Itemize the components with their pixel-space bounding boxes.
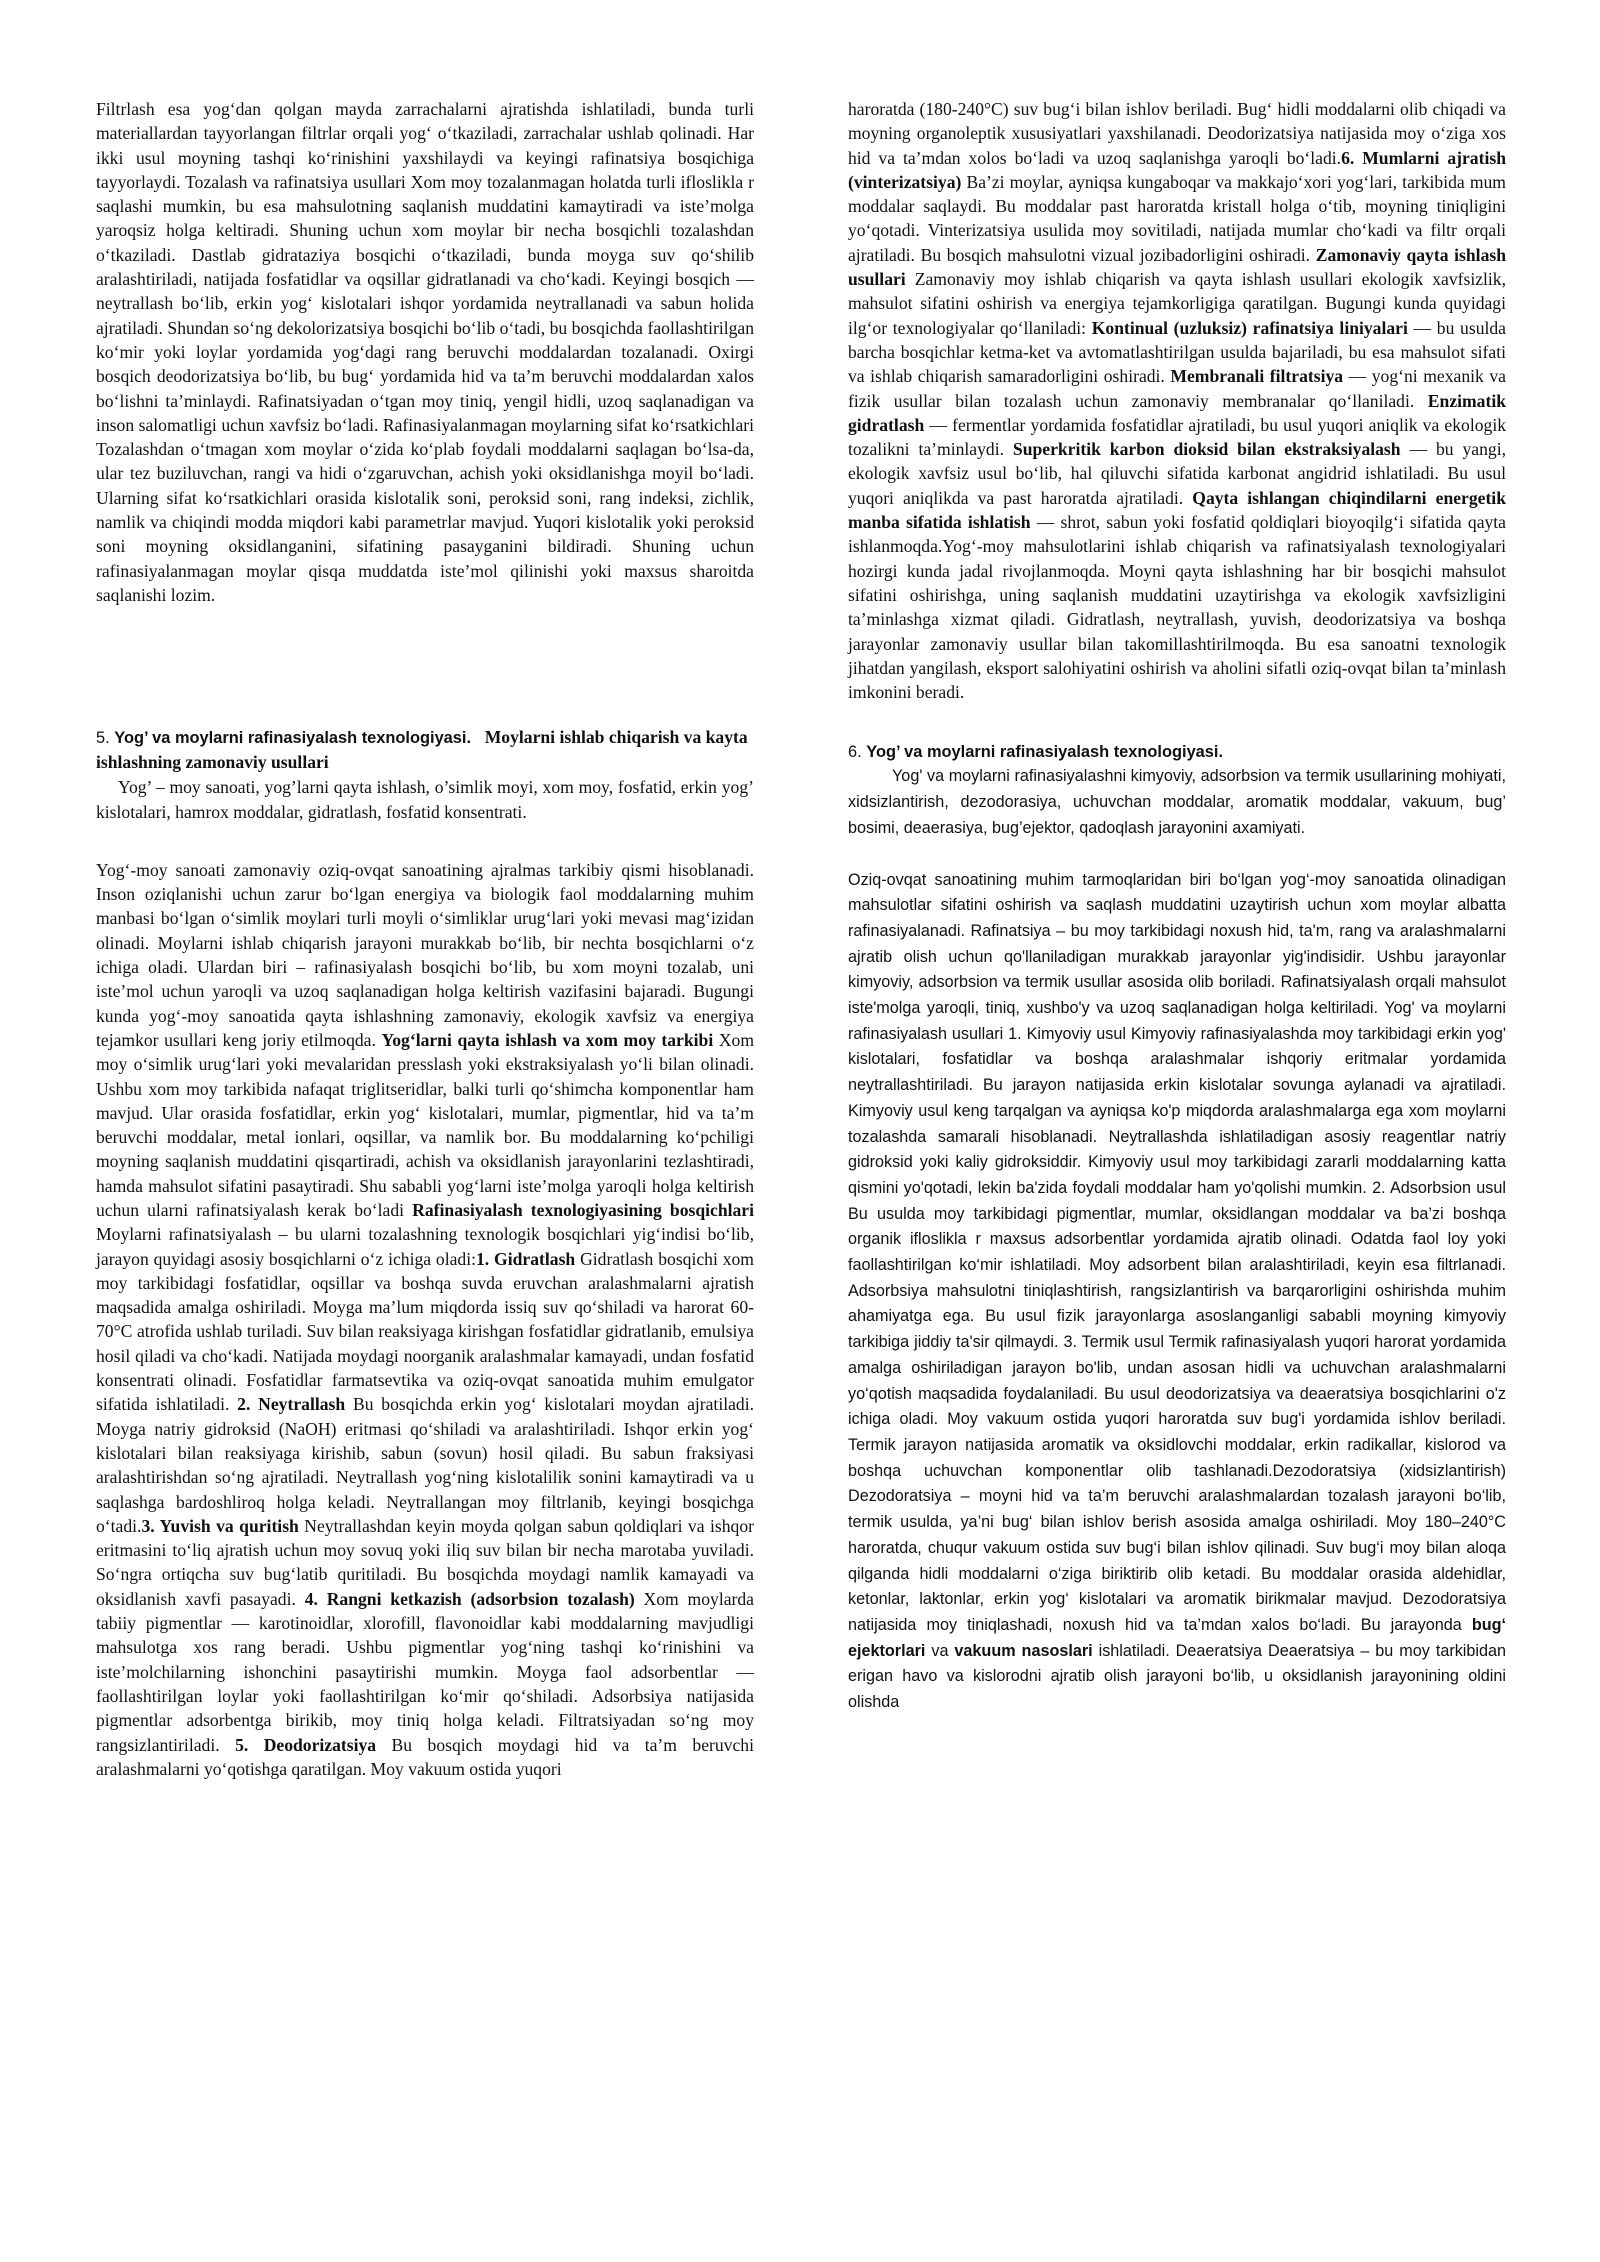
bold-run: Yog‘larni qayta ishlash va xom moy tarkibi [381,1029,714,1050]
text-run: Xom moylarda tabiiy pigmentlar — karotinoidlar, xlorofill, flavonoidlar kabi moddalarning mavjudligi mahsulotga xos rang beradi. Ushbu pigmentlar yog‘ning tashqi ko‘rinishini va iste’molchilarning ishonchini pasaytirishi mumkin. Moyga faol adsorbentlar — faollashtirilgan loylar yoki faollashtirilgan ko‘mir qo‘shiladi. Adsorbsiya natijasida pigmentlar adsorbentga birikib, moy tiniq holga keladi. Filtratsiyadan so‘ng moy rangsizlantiriladi. [96,1588,754,1755]
text-run: Neytrallashdan keyin moyda qolgan sabun qoldiqlari va ishqor eritmasini to‘liq ajratish uchun moy sovuq yoki iliq suv bilan bir necha marotaba yuviladi. So‘ngra ortiqcha suv bug‘latib quritiladi. Bu bosqichda moydagi namlik kamayadi va oksidlanish xavfi pasayadi. [96,1515,754,1609]
right-column [848,97,1506,1716]
text-run: va [925,1641,955,1660]
text-run: — yog‘ni mexanik va fizik usullar bilan tozalash uchun zamonaviy membranalar qo‘llaniladi. [848,366,1506,411]
bold-run: Qayta ishlangan chiqindilarni energetik manba sifatida ishlatish [848,487,1506,533]
right-paragraph-1 [848,97,1506,704]
text-run: haroratda (180-240°C) suv bug‘i bilan ishlov beriladi. Bug‘ hidli moddalarni olib chiqadi va moyning organoleptik xususiyatlari yaxshilanadi. Deodorizatsiya natijasida moy o‘ziga xos hid va ta’mdan xolos bo‘ladi va uzoq saqlanishga yaroqli bo‘ladi. [848,99,1506,168]
text-run: Zamonaviy moy ishlab chiqarish va qayta ishlash usullari ekologik xavfsizlik, mahsulot sifatini oshirish va energiya tejamkorligiga qaratilgan. Bugungi kunda quyidagi ilg‘or texnologiyalar qo‘llaniladi: [848,269,1506,338]
bold-run: Membranali filtratsiya [1170,366,1344,387]
section-6-keywords: Yog' va moylarni rafinasiyalashni kimyoviy, adsorbsion va termik usullarining mohiyati, xidsizlantirish, dezodorasiya, uchuvchan moddalar, aromatik moddalar, vakuum, bug’ bosimi, deaerasiya, bug’ejektor, qadoqlash jarayonini axamiyati. [848,767,1506,837]
spacer [848,842,1506,868]
section-5-title: Yog’ va moylarni rafinasiyalash texnologiyasi. [114,729,472,748]
text-run: Bu bosqichda erkin yog‘ kislotalari moydan ajratiladi. Moyga natriy gidroksid (NaOH) eritmasi qo‘shiladi va aralashtiriladi. Ishqor erkin yog‘ kislotalari bilan reaksiyaga kirishib, sabun (sovun) hosil qiladi. Bu sabun fraksiyasi aralashtirishdan so‘ng ajratiladi. Neytrallash yog‘ning kislotalilik sonini kamaytiradi va u saqlashga bardoshliroq holga keladi. Neytrallangan moy filtrlanib, keyingi bosqichga o‘tadi. [96,1394,754,1536]
left-paragraph-1: Filtrlash esa yog‘dan qolgan mayda zarrachalarni ajratishda ishlatiladi, bunda turli materiallardan tayyorlangan filtrlar orqali yog‘ o‘tkaziladi, zarrachalar ushlab qolinadi. Har ikki usul moyning tashqi ko‘rinishini yaxshilaydi va keyingi rafinatsiya bosqichiga tayyorlaydi. Tozalash va rafinatsiya usullari Xom moy tozalanmagan holatda turli ifloslikla r saqlashi mumkin, bu esa mahsulotning saqlanish muddatini kamaytiradi va iste’molga yaroqsiz holga keltiradi. Shuning uchun xom moylar bir necha bosqichli tozalashdan o‘tkaziladi. Dastlab gidrataziya bosqichi o‘tkaziladi, bunda moyga suv qo‘shilib aralashtiriladi, natijada fosfatidlar va oqsillar gidratlanadi va cho‘kadi. Keyingi bosqich — neytrallash bo‘lib, erkin yog‘ kislotalari ishqor yordamida neytrallanadi va sabun holida ajratiladi. Shundan so‘ng dekolorizatsiya bosqichi bo‘lib o‘tadi, bu bosqichda faollashtirilgan ko‘mir yoki loylar yordamida yog‘dagi rang beruvchi moddalardan tozalanadi. Oxirgi bosqich deodorizatsiya bo‘lib, bu bug‘ yordamida hid va ta’m beruvchi moddalardan xalos bo‘lishni ta’minlaydi. Rafinatsiyadan o‘tgan moy tiniq, yengil hidli, uzoq saqlanadigan va inson salomatligi uchun xavfsiz bo‘ladi. Rafinasiyalanmagan moylarning sifat ko‘rsatkichlari Tozalashdan o‘tmagan xom moylar o‘zida ko‘plab foydali moddalarni saqlagan bo‘lsa-da, ular tez buziluvchan, rangi va hidi o‘zgaruvchan, achish yoki oksidlanishga moyil bo‘ladi. Ularning sifat ko‘rsatkichlari orasida kislotalik soni, peroksid soni, rang indeksi, zichlik, namlik va chiqindi modda miqdori kabi parametrlar mavjud. Yuqori kislotalik yoki peroksid soni moyning oksidlanganini, sifatining pasayganini bildiradi. Shuning uchun rafinasiyalanmagan moylar qisqa muddatda iste’mol qilinishi yoki maxsus sharoitda saqlanishi lozim. [96,99,754,605]
section-6-number: 6. [848,743,867,762]
section-5-subtitle: Moylarni ishlab chiqarish va kayta ishlashning zamonaviy usullari [96,727,748,773]
section-5-heading [96,725,754,775]
spacer [96,607,754,725]
bold-run: 1. Gidratlash [476,1248,576,1269]
bold-run: bug‘ ejektorlari [848,1615,1506,1660]
section-6-heading [848,740,1506,764]
text-run: — shrot, sabun yoki fosfatid qoldiqlari bioyoqilg‘i sifatida qayta ishlanmoqda.Yog‘-moy mahsulotlarini ishlab chiqarish va rafinatsiyalash texnologiyalari hozirgi kunda jadal rivojlanmoqda. Moyni qayta ishlashning har bir bosqichi mahsulot sifatini oshirishga, uning saqlanish muddatini uzaytirishga va ekologik xavfsizligini ta’minlashga xizmat qiladi. Gidratlash, neytrallash, yuvish, deodorizatsiya va boshqa jarayonlar zamonaviy usullar bilan takomillashtirilmoqda. Bu esa sanoatni texnologik jihatdan yangilash, eksport salohiyatini oshirish va aholini sifatli oziq-ovqat bilan ta’minlash imkonini beradi. [848,512,1506,703]
text-run: Gidratlash bosqichi xom moy tarkibidagi fosfatidlar, oqsillar va boshqa suvda eruvchan aralashmalarni ajratish maqsadida amalga oshiriladi. Moyga ma’lum miqdorda issiq suv qo‘shiladi va harorat 60-70°C atrofida ushlab turiladi. Suv bilan reaksiyaga kirishgan fosfatidlar gidratlanib, emulsiya hosil qiladi va cho‘kadi. Natijada moydagi noorganik aralashmalar kamayadi, undan fosfatid konsentrati olinadi. Fosfatidlar farmatsevtika va oziq-ovqat sanoatida muhim emulgator sifatida ishlatiladi. [96,1248,754,1415]
spacer [96,824,754,858]
bold-run: 6. Mumlarni ajratish (vinterizatsiya) [848,147,1506,192]
keywords-paragraph: Yog’ – moy sanoati, yog’larni qayta ishlash, o’simlik moyi, xom moy, fosfatid, erkin yog’ kislotalari, hamrox moddalar, gidratlash, fosfatid konsentrati. [96,777,754,822]
bold-run: vakuum nasoslari [954,1641,1093,1660]
text-run: Bu bosqich moydagi hid va ta’m beruvchi aralashmalarni yo‘qotishga qaratilgan. Moy vakuum ostida yuqori [96,1734,754,1779]
text-run: — bu yangi, ekologik xavfsiz usul bo‘lib, hal qiluvchi sifatida karbonat angidrid ishlatiladi. Bu usul yuqori aniqlikda va past haroratda ajratiladi. [848,439,1506,508]
bold-run: Kontinual (uzluksiz) rafinatsiya liniyalari [1091,317,1408,338]
bold-run: 2. Neytrallash [237,1394,346,1415]
text-run: — fermentlar yordamida fosfatidlar ajratiladi, bu usul yuqori aniqlik va ekologik tozalikni ta’minlaydi. [848,414,1506,460]
text-run: — bu usulda barcha bosqichlar ketma-ket va avtomatlashtirilgan usulda bajariladi, bu esa mahsulot sifati va ishlab chiqarish samaradorligini oshiradi. [848,317,1506,387]
bold-run: 3. Yuvish va quritish [141,1515,299,1536]
text-run: Yog‘-moy sanoati zamonaviy oziq-ovqat sanoatining ajralmas tarkibiy qismi hisoblanadi. Inson oziqlanishi uchun zarur bo‘lgan energiya va biologik faol moddalarning muhim manbasi bo‘lgan o‘simlik moylari turli moyli o‘simliklar urug‘lari yoki mevasi mag‘izidan olinadi. Moylarni ishlab chiqarish jarayoni murakkab bo‘lib, bir nechta bosqichlarni o‘z ichiga oladi. Ulardan biri – rafinasiyalash bosqichi bo‘lib, bu xom moyni tozalab, uni iste’mol uchun yaroqli va uzoq saqlanadigan holga keltirish vazifasini bajaradi. Bugungi kunda yog‘-moy sanoatida qayta ishlashning zamonaviy, ekologik xavfsiz va energiya tejamkor usullari keng joriy etilmoqda. [96,859,754,1050]
bold-run: Superkritik karbon dioksid bilan ekstraksiyalash [1012,439,1401,460]
bold-run: Zamonaviy qayta ishlash usullari [848,244,1506,290]
spacer [848,704,1506,740]
left-paragraph-3 [96,858,754,1781]
bold-run: Rafinasiyalash texnologiyasining bosqichlari [412,1199,754,1220]
right-paragraph-3 [848,868,1506,1716]
section-5-number: 5. [96,729,115,748]
bold-run: Enzimatik gidratlash [848,390,1506,435]
text-run: Xom moy o‘simlik urug‘lari yoki mevalaridan presslash yoki ekstraksiyalash yo‘li bilan olinadi. Ushbu xom moy tarkibida nafaqat triglitseridlar, balki turli qo‘shimcha komponentlar ham mavjud. Ular orasida fosfatidlar, erkin yog‘ kislotalari, mumlar, pigmentlar, hid va ta’m beruvchi moddalar, metal ionlari, oqsillar, va namlik bor. Bu moddalarning ko‘pchiligi moyning saqlanish muddatini qisqartiradi, achish va oksidlanish jarayonlarini tezlashtiradi, hamda mahsulot sifatini pasaytiradi. Shu sababli yog‘larni iste’molga yaroqli holga keltirish uchun ularni rafinatsiyalash kerak bo‘ladi [96,1029,755,1220]
text-run: Moylarni rafinatsiyalash – bu ularni tozalashning texnologik bosqichlari yig‘indisi bo‘lib, jarayon quyidagi asosiy bosqichlarni o‘z ichiga oladi: [96,1224,754,1269]
section-6-title: Yog’ va moylarni rafinasiyalash texnologiyasi. [866,743,1224,762]
left-column [96,97,754,1781]
text-run: Ba’zi moylar, ayniqsa kungaboqar va makkajo‘xori yog‘lari, tarkibida mum moddalar saqlaydi. Bu moddalar past haroratda kristall holga o‘tib, moyning tiniqligini yo‘qotadi. Vinterizatsiya usulida moy sovitiladi, natijada mumlar cho‘kadi va filtr orqali ajratiladi. Bu bosqich mahsulotni vizual jozibadorligini oshiradi. [848,171,1506,265]
bold-run: 5. Deodorizatsiya [235,1734,377,1755]
text-run: ishlatiladi. Deaeratsiya Deaeratsiya – bu moy tarkibidan erigan havo va kislorodni ajratib olish jarayoni bo‘lib, u oksidlanish jarayonining oldini olishda [848,1641,1507,1712]
bold-run: 4. Rangni ketkazish (adsorbsion tozalash) [304,1588,635,1609]
text-run: Oziq-ovqat sanoatining muhim tarmoqlaridan biri bo‘lgan yog‘-moy sanoatida olinadigan mahsulotlar sifatini oshirish va saqlash muddatini uzaytirish uchun xom moylar albatta rafinasiyalanadi. Rafinatsiya – bu moy tarkibidagi noxush hid, ta'm, rang va aralashmalarni ajratib olish uchun qo'llaniladigan murakkab jarayonlar yig'indisidir. Ushbu jarayonlar kimyoviy, adsorbsion va termik usullar asosida olib boriladi. Rafinatsiyalash orqali mahsulot iste'molga yaroqli, tiniq, xushbo'y va uzoq saqlanadigan holga keltiriladi. Yog' va moylarni rafinasiyalash usullari 1. Kimyoviy usul Kimyoviy rafinasiyalashda moy tarkibidagi erkin yog' kislotalari, fosfatidlar va boshqa aralashmalar ishqoriy eritmalar yordamida neytrallashtiriladi. Bu jarayon natijasida erkin kislotalar sovunga aylanadi va ajratiladi. Kimyoviy usul keng tarqalgan va ayniqsa ko'p miqdorda aralashmalarga ega xom moylarni tozalashda samarali hisoblanadi. Neytrallashda ishlatiladigan asosiy reagentlar natriy gidroksid yoki kaliy gidroksiddir. Kimyoviy usul moy tarkibidagi zararli moddalarning katta qismini yo'qotadi, lekin ba'zida foydali moddalar ham yo'qolishi mumkin. 2. Adsorbsion usul Bu usulda moy tarkibidagi pigmentlar, mumlar, oksidlangan moddalar va ba’zi boshqa organik ifloslikla r maxsus adsorbentlar yordamida ajratib olinadi. Odatda faol loy yoki faollashtirilgan ko‘mir ishlatiladi. Moy adsorbent bilan aralashtiriladi, keyin esa filtrlanadi. Adsorbsiya mahsulotni tiniqlashtirish, rangsizlantirish va barqarorligini oshirishda muhim ahamiyatga ega. Bu usul fizik jarayonlarga asoslanganligi sababli moyning kimyoviy tarkibiga jiddiy ta'sir qilmaydi. 3. Termik usul Termik rafinasiyalash yuqori harorat yordamida amalga oshiriladigan jarayon bo'lib, undan asosan hidli va uchuvchan aralashmalarni yo‘qotish maqsadida foydalaniladi. Bu usul deodorizatsiya va deaeratsiya bosqichlarini o'z ichiga oladi. Moy vakuum ostida yuqori haroratda suv bug'i yordamida ishlov beriladi. Termik jarayon natijasida aromatik va oksidlovchi moddalar, erkin radikallar, kislorod va boshqa uchuvchan komponentlar olib tashlanadi.Dezodoratsiya (xidsizlantirish) Dezodoratsiya – moyni hid va ta’m beruvchi aralashmalardan tozalash jarayoni bo‘lib, termik usulda, ya’ni bug‘ bilan ishlov berish asosida amalga oshiriladi. Moy 180–240°C haroratda, chuqur vakuum ostida suv bug‘i bilan ishlov qilinadi. Suv bug‘i moy bilan aloqa qilganda hidli moddalarni o‘ziga biriktirib olib ketadi. Bu moddalar orasida aldehidlar, ketonlar, laktonlar, erkin yog‘ kislotalari va aromatik birikmalar mavjud. Dezodoratsiya natijasida moy tiniqlashadi, noxush hid va ta’mdan xalos bo‘ladi. Bu jarayonda [848,870,1506,1634]
